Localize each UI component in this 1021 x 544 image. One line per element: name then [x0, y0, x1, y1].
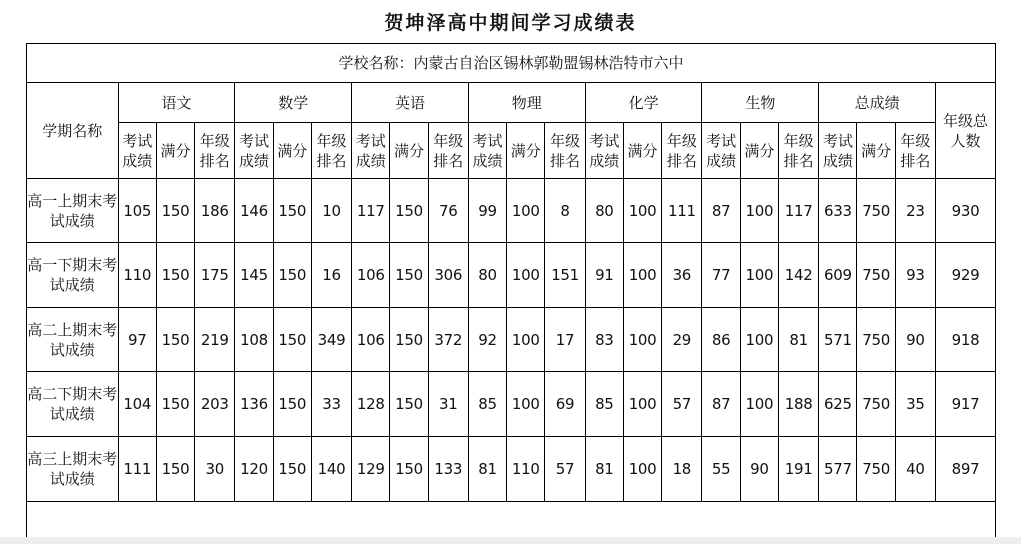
score-cell: 8	[545, 179, 585, 243]
score-cell: 35	[895, 372, 935, 437]
score-cell: 577	[819, 437, 857, 502]
score-cell: 133	[428, 437, 468, 502]
score-cell: 150	[156, 372, 194, 437]
subject-header: 总成绩	[819, 83, 936, 123]
score-cell: 76	[428, 179, 468, 243]
score-cell: 136	[235, 372, 273, 437]
score-cell: 100	[623, 437, 661, 502]
score-cell: 87	[702, 179, 740, 243]
score-cell: 750	[857, 437, 895, 502]
score-cell: 175	[195, 243, 235, 308]
sub-header-full: 满分	[273, 123, 311, 179]
sub-header-score: 考试成绩	[118, 123, 156, 179]
score-cell: 117	[778, 179, 818, 243]
school-name: 学校名称：内蒙古自治区锡林郭勒盟锡林浩特市六中	[27, 44, 996, 83]
score-cell: 16	[311, 243, 351, 308]
score-cell: 100	[623, 372, 661, 437]
score-cell: 10	[311, 179, 351, 243]
sub-header-rank: 年级排名	[195, 123, 235, 179]
score-cell: 55	[702, 437, 740, 502]
table-footer-cell	[27, 502, 996, 539]
score-cell: 120	[235, 437, 273, 502]
subject-header: 数学	[235, 83, 352, 123]
term-header: 学期名称	[27, 83, 119, 179]
sub-header-rank: 年级排名	[545, 123, 585, 179]
score-cell: 83	[585, 308, 623, 372]
sub-header-score: 考试成绩	[352, 123, 390, 179]
subject-header: 物理	[468, 83, 585, 123]
score-cell: 81	[468, 437, 506, 502]
score-cell: 372	[428, 308, 468, 372]
score-cell: 57	[662, 372, 702, 437]
score-cell: 81	[585, 437, 623, 502]
score-cell: 85	[468, 372, 506, 437]
score-cell: 40	[895, 437, 935, 502]
score-cell: 100	[740, 243, 778, 308]
score-cell: 100	[507, 243, 545, 308]
sub-header-full: 满分	[156, 123, 194, 179]
score-cell: 750	[857, 243, 895, 308]
score-cell: 86	[702, 308, 740, 372]
score-cell: 150	[273, 179, 311, 243]
score-cell: 57	[545, 437, 585, 502]
score-cell: 150	[390, 308, 428, 372]
score-cell: 150	[390, 179, 428, 243]
sub-header-full: 满分	[623, 123, 661, 179]
score-cell: 36	[662, 243, 702, 308]
score-cell: 150	[273, 243, 311, 308]
score-cell: 31	[428, 372, 468, 437]
sub-header-rank: 年级排名	[428, 123, 468, 179]
score-cell: 750	[857, 372, 895, 437]
table-row	[27, 308, 996, 372]
sub-header-score: 考试成绩	[468, 123, 506, 179]
score-cell: 111	[662, 179, 702, 243]
sub-header-rank: 年级排名	[311, 123, 351, 179]
score-cell: 92	[468, 308, 506, 372]
total-students-cell: 930	[935, 179, 995, 243]
table-footer-row	[27, 502, 996, 539]
score-cell: 100	[740, 179, 778, 243]
score-cell: 150	[273, 372, 311, 437]
score-cell: 625	[819, 372, 857, 437]
score-cell: 100	[740, 308, 778, 372]
sub-header-score: 考试成绩	[235, 123, 273, 179]
score-cell: 150	[156, 308, 194, 372]
score-cell: 150	[390, 372, 428, 437]
total-students-cell: 897	[935, 437, 995, 502]
score-cell: 306	[428, 243, 468, 308]
score-cell: 104	[118, 372, 156, 437]
score-cell: 93	[895, 243, 935, 308]
score-table	[26, 43, 996, 539]
total-students-cell: 929	[935, 243, 995, 308]
score-cell: 750	[857, 308, 895, 372]
table-row	[27, 437, 996, 502]
score-cell: 128	[352, 372, 390, 437]
score-cell: 150	[273, 437, 311, 502]
score-cell: 80	[468, 243, 506, 308]
score-cell: 77	[702, 243, 740, 308]
score-cell: 91	[585, 243, 623, 308]
sub-header-score: 考试成绩	[702, 123, 740, 179]
table-row	[27, 243, 996, 308]
score-cell: 219	[195, 308, 235, 372]
score-cell: 30	[195, 437, 235, 502]
sub-header-full: 满分	[390, 123, 428, 179]
term-cell: 高一上期末考试成绩	[27, 179, 119, 243]
score-cell: 146	[235, 179, 273, 243]
score-cell: 750	[857, 179, 895, 243]
score-cell: 571	[819, 308, 857, 372]
score-cell: 100	[740, 372, 778, 437]
score-cell: 110	[118, 243, 156, 308]
score-cell: 105	[118, 179, 156, 243]
score-cell: 203	[195, 372, 235, 437]
score-cell: 81	[778, 308, 818, 372]
score-cell: 145	[235, 243, 273, 308]
score-cell: 100	[623, 243, 661, 308]
score-cell: 188	[778, 372, 818, 437]
score-cell: 633	[819, 179, 857, 243]
score-cell: 90	[895, 308, 935, 372]
sub-header-rank: 年级排名	[778, 123, 818, 179]
subject-header: 化学	[585, 83, 702, 123]
score-cell: 150	[273, 308, 311, 372]
term-cell: 高二下期末考试成绩	[27, 372, 119, 437]
score-cell: 150	[156, 179, 194, 243]
sub-header-full: 满分	[857, 123, 895, 179]
sub-header-rank: 年级排名	[662, 123, 702, 179]
score-cell: 80	[585, 179, 623, 243]
score-cell: 100	[623, 308, 661, 372]
sub-header-rank: 年级排名	[895, 123, 935, 179]
score-cell: 106	[352, 243, 390, 308]
page-title: 贺坤泽高中期间学习成绩表	[384, 12, 637, 34]
score-cell: 150	[156, 437, 194, 502]
score-cell: 100	[507, 179, 545, 243]
score-cell: 110	[507, 437, 545, 502]
score-cell: 186	[195, 179, 235, 243]
score-cell: 69	[545, 372, 585, 437]
sub-header-full: 满分	[507, 123, 545, 179]
score-cell: 100	[507, 308, 545, 372]
score-cell: 23	[895, 179, 935, 243]
score-cell: 17	[545, 308, 585, 372]
score-cell: 151	[545, 243, 585, 308]
score-cell: 97	[118, 308, 156, 372]
score-cell: 150	[390, 243, 428, 308]
score-cell: 33	[311, 372, 351, 437]
total-students-cell: 917	[935, 372, 995, 437]
score-cell: 191	[778, 437, 818, 502]
table-row	[27, 179, 996, 243]
subject-header: 语文	[118, 83, 235, 123]
table-row	[27, 372, 996, 437]
score-cell: 85	[585, 372, 623, 437]
term-cell: 高三上期末考试成绩	[27, 437, 119, 502]
score-cell: 349	[311, 308, 351, 372]
score-cell: 108	[235, 308, 273, 372]
sub-header-score: 考试成绩	[819, 123, 857, 179]
page-bottom-strip	[0, 537, 1021, 544]
score-cell: 140	[311, 437, 351, 502]
score-cell: 106	[352, 308, 390, 372]
term-cell: 高二上期末考试成绩	[27, 308, 119, 372]
score-cell: 142	[778, 243, 818, 308]
score-cell: 150	[390, 437, 428, 502]
score-cell: 111	[118, 437, 156, 502]
score-cell: 150	[156, 243, 194, 308]
score-cell: 100	[623, 179, 661, 243]
score-cell: 18	[662, 437, 702, 502]
score-cell: 90	[740, 437, 778, 502]
score-cell: 99	[468, 179, 506, 243]
total-students-header: 年级总人数	[935, 83, 995, 179]
score-cell: 609	[819, 243, 857, 308]
score-cell: 29	[662, 308, 702, 372]
score-cell: 129	[352, 437, 390, 502]
sub-header-score: 考试成绩	[585, 123, 623, 179]
subject-header: 生物	[702, 83, 819, 123]
score-cell: 87	[702, 372, 740, 437]
total-students-cell: 918	[935, 308, 995, 372]
term-cell: 高一下期末考试成绩	[27, 243, 119, 308]
sub-header-full: 满分	[740, 123, 778, 179]
subject-header: 英语	[352, 83, 469, 123]
score-cell: 117	[352, 179, 390, 243]
score-cell: 100	[507, 372, 545, 437]
